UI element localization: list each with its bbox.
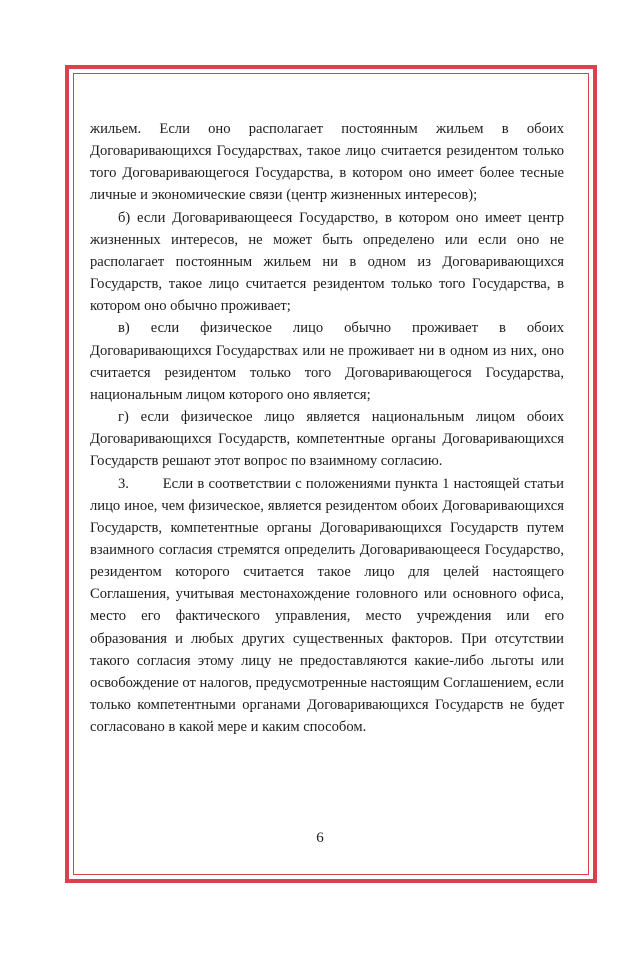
paragraph-g: г) если физическое лицо является национальным лицом обоих Договаривающихся Государств, компетентные органы Договаривающихся Государств решают этот вопрос по взаимному согласию. bbox=[90, 409, 564, 470]
paragraph-v: в) если физическое лицо обычно проживает в обоих Договаривающихся Государствах или не проживает ни в одном из них, оно считается резидентом только того Договаривающегося Государства, национальным лицом которого оно является; bbox=[90, 320, 564, 403]
paragraph-continuation: жильем. Если оно располагает постоянным жильем в обоих Договаривающихся Государствах, такое лицо считается резидентом только того Договаривающегося Государства, в котором оно имеет более тесные личные и экономические связи (центр жизненных интересов); bbox=[90, 121, 564, 204]
page-number: 6 bbox=[316, 830, 324, 846]
paragraph-b: б) если Договаривающееся Государство, в котором оно имеет центр жизненных интересов, не может быть определено или если оно не располагает постоянным жильем ни в одном из Договаривающихся Государств, такое лицо считается резидентом только того Государства, в котором оно обычно проживает; bbox=[90, 209, 564, 315]
document-body bbox=[90, 118, 564, 738]
paragraph-3: 3. Если в соответствии с положениями пункта 1 настоящей статьи лицо иное, чем физическое, является резидентом обоих Договаривающихся Государств, компетентные органы Договаривающихся Государств путем взаимного согласия стремятся определить Договаривающееся Государство, резидентом которого считается такое лицо для целей настоящего Соглашения, учитывая местонахождение головного или основного офиса, место его фактического управления, место учреждения или его образования и любых других существенных факторов. При отсутствии такого согласия этому лицу не предоставляются какие-либо льготы или освобождение от налогов, предусмотренные настоящим Соглашением, если только компетентными органами Договаривающихся Государств не будет согласовано в какой мере и каким способом. bbox=[90, 475, 564, 736]
